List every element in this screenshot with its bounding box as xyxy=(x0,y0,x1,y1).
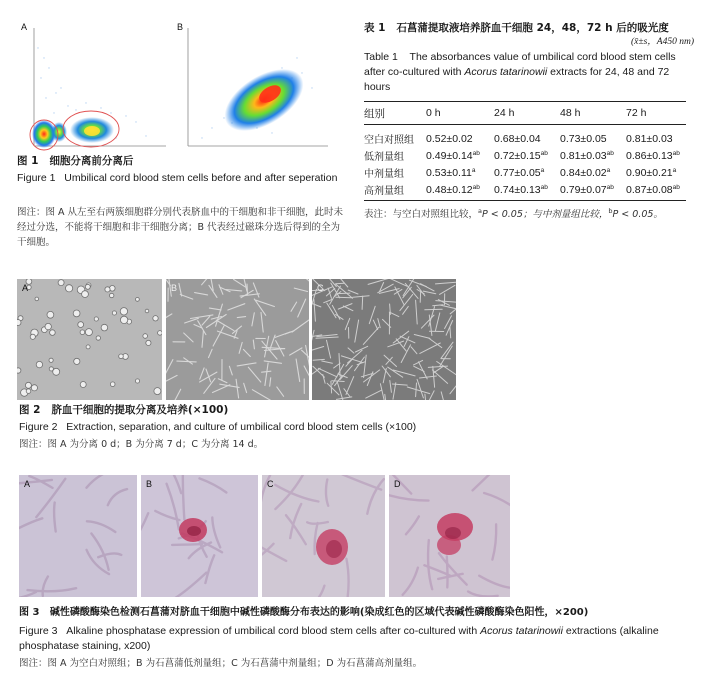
col-header-24h: 24 h xyxy=(494,102,560,125)
texture-mark xyxy=(153,316,158,321)
panel-label-b: B xyxy=(177,22,184,32)
table-1-title-en: Table 1 The absorbances value of umbilical cord blood stem cells after co-cultured with Acorus tatarinowii extracts for 24, 48 and 72 hours xyxy=(364,51,676,93)
texture-mark xyxy=(331,381,332,393)
figure-2-caption-en: Figure 2 Extraction, separation, and culture of umbilical cord blood stem cells (×100) xyxy=(19,421,417,433)
table-1-block xyxy=(364,20,694,222)
cell-72h: 0.86±0.13$^{ab}$ xyxy=(626,149,680,162)
figure-3-caption-en: Figure 3 Alkaline phosphatase expression of umbilical cord blood stem cells after co-cultured with Acorus tatarinowii extractions (alkaline phosphatase staining, x200) xyxy=(19,625,659,652)
texture-mark xyxy=(66,285,73,292)
texture-mark xyxy=(50,330,56,336)
texture-mark xyxy=(158,331,162,336)
texture-mark xyxy=(53,368,60,375)
table-1-title-cn: 表 1 石菖蒲提取液培养脐血干细胞 24，48，72 h 后的吸光度 xyxy=(364,22,669,34)
texture-mark xyxy=(73,310,80,317)
texture-mark xyxy=(146,340,151,345)
cell-72h: 0.87±0.08$^{ab}$ xyxy=(626,181,686,201)
figure-3-note: 图注：图 A 为空白对照组；B 为石菖蒲低剂量组；C 为石菖蒲中剂量组；D 为石菖蒲高剂量组。 xyxy=(19,658,423,669)
stain-image-d xyxy=(389,475,510,597)
texture-mark xyxy=(336,297,352,298)
texture-mark xyxy=(420,290,421,302)
figure-1 xyxy=(14,14,344,264)
texture-mark xyxy=(143,334,148,339)
figure-1-note: 图注：图 A 从左至右两簇细胞群分别代表脐血中的干细胞和非干细胞，此时未经过分选，不能将干细胞和非干细胞分离；B 代表经过磁珠分选后得到的全为干细胞。 xyxy=(17,207,344,248)
figure-2-note: 图注：图 A 为分离 0 d；B 为分离 7 d；C 为分离 14 d。 xyxy=(19,439,264,450)
texture-mark xyxy=(101,324,108,331)
figure-2-panel-c xyxy=(312,279,456,400)
panel-label-a: A xyxy=(24,479,31,489)
texture-mark xyxy=(80,382,86,388)
col-header-0h: 0 h xyxy=(426,102,494,125)
figure-3-caption-cn: 图 3 碱性磷酸酶染色检测石菖蒲对脐血干细胞中碱性磷酸酶分布表达的影响(染成红色的区域代表碱性磷酸酶染色阳性，×200) xyxy=(19,607,589,618)
cell-0h: 0.52±0.02 xyxy=(426,132,473,145)
flow-cytometry-plot-a xyxy=(16,18,168,156)
texture-mark xyxy=(58,280,64,286)
cell-72h: 0.81±0.03 xyxy=(626,132,673,145)
cell-24h: 0.72±0.15$^{ab}$ xyxy=(494,149,548,162)
texture-mark xyxy=(154,388,161,395)
texture-mark xyxy=(49,358,53,362)
texture-mark xyxy=(96,336,100,340)
texture-mark xyxy=(30,334,35,339)
stain-image-c xyxy=(262,475,385,597)
panel-label-d: D xyxy=(394,479,401,489)
cell-0h: 0.48±0.12$^{ab}$ xyxy=(426,181,494,201)
table-1-note: 表注：与空白对照组比较，$^a$P < 0.05；与中剂量组比较，$^b$P < 0.05。 xyxy=(364,207,663,220)
table-row xyxy=(364,147,686,164)
table-row xyxy=(364,125,686,148)
panel-label-b: B xyxy=(146,479,153,489)
texture-mark xyxy=(45,323,51,329)
texture-mark xyxy=(338,293,350,294)
texture-mark xyxy=(17,368,21,373)
texture-mark xyxy=(172,544,202,545)
texture-mark xyxy=(47,311,54,318)
texture-mark xyxy=(362,296,363,309)
figure-3-panel-d xyxy=(389,475,510,597)
texture-mark xyxy=(336,283,345,284)
phase-contrast-image-b xyxy=(166,279,309,400)
cell-48h: 0.84±0.02$^a$ xyxy=(560,166,611,179)
cell-48h: 0.73±0.05 xyxy=(560,132,607,145)
phase-contrast-image-a xyxy=(17,279,162,400)
cell-48h: 0.81±0.03$^{ab}$ xyxy=(560,149,614,162)
texture-mark xyxy=(35,297,39,301)
texture-mark xyxy=(145,309,149,313)
cell-0h: 0.53±0.11$^a$ xyxy=(426,166,476,179)
texture-mark xyxy=(31,385,37,391)
cell-72h: 0.90±0.21$^a$ xyxy=(626,166,677,179)
figure-1-panel-b xyxy=(172,18,332,156)
texture-mark xyxy=(86,345,90,349)
figure-2-panel-b xyxy=(166,279,309,400)
col-header-72h: 72 h xyxy=(626,102,686,125)
cell-0h: 0.49±0.14$^{ab}$ xyxy=(426,149,480,162)
row-group: 低剂量组 xyxy=(364,152,404,163)
texture-mark xyxy=(85,284,90,289)
texture-mark xyxy=(105,287,110,292)
texture-mark xyxy=(135,379,139,383)
figure-1-caption-cn: 图 1 细胞分离前分离后 xyxy=(17,155,134,167)
col-header-group: 组别 xyxy=(364,102,426,125)
texture-mark xyxy=(25,382,31,388)
texture-mark xyxy=(110,382,115,387)
phase-contrast-image-c xyxy=(312,279,456,400)
texture-mark xyxy=(447,557,448,588)
panel-label-a: A xyxy=(21,22,28,32)
texture-mark xyxy=(17,320,21,326)
texture-mark xyxy=(78,322,84,328)
figure-1-caption-en: Figure 1 Umbilical cord blood stem cells before and after seperation xyxy=(17,172,338,184)
figure-3-panel-c xyxy=(262,475,385,597)
flow-cytometry-plot-b xyxy=(172,18,332,156)
table-row xyxy=(364,181,686,201)
cell-24h: 0.77±0.05$^a$ xyxy=(494,166,545,179)
texture-mark xyxy=(247,284,248,295)
table-1-unit: (x̄±s，A450 nm) xyxy=(631,37,694,47)
cell-48h: 0.79±0.07$^{ab}$ xyxy=(560,181,626,201)
row-group: 中剂量组 xyxy=(364,169,404,180)
texture-mark xyxy=(85,329,92,336)
row-group: 高剂量组 xyxy=(364,181,426,201)
texture-mark xyxy=(136,298,140,302)
cell-24h: 0.68±0.04 xyxy=(494,132,541,145)
figure-1-panel-a xyxy=(16,18,168,156)
texture-mark xyxy=(74,358,80,364)
panel-label-c: C xyxy=(317,283,324,293)
figure-2 xyxy=(14,276,534,456)
table-row xyxy=(364,164,686,181)
texture-mark xyxy=(94,317,98,321)
row-group: 空白对照组 xyxy=(364,135,414,146)
panel-label-b: B xyxy=(171,283,178,293)
panel-label-a: A xyxy=(22,283,29,293)
texture-mark xyxy=(26,389,31,394)
texture-mark xyxy=(120,316,127,323)
col-header-48h: 48 h xyxy=(560,102,626,125)
table-header-row xyxy=(364,102,686,125)
figure-3-panel-b xyxy=(141,475,258,597)
stain-image-a xyxy=(19,475,137,597)
texture-mark xyxy=(80,330,85,335)
stain-image-b xyxy=(141,475,258,597)
figure-2-caption-cn: 图 2 脐血干细胞的提取分离及培养(×100) xyxy=(19,404,229,416)
panel-label-c: C xyxy=(267,479,274,489)
figure-3 xyxy=(14,470,694,680)
texture-mark xyxy=(119,354,124,359)
texture-mark xyxy=(112,311,116,315)
cell-24h: 0.74±0.13$^{ab}$ xyxy=(494,181,560,201)
absorbance-table xyxy=(364,102,686,201)
texture-mark xyxy=(82,291,89,298)
figure-2-panel-a xyxy=(17,279,162,400)
texture-mark xyxy=(36,361,42,367)
texture-mark xyxy=(110,293,114,297)
figure-3-panel-a xyxy=(19,475,137,597)
texture-mark xyxy=(120,308,127,315)
